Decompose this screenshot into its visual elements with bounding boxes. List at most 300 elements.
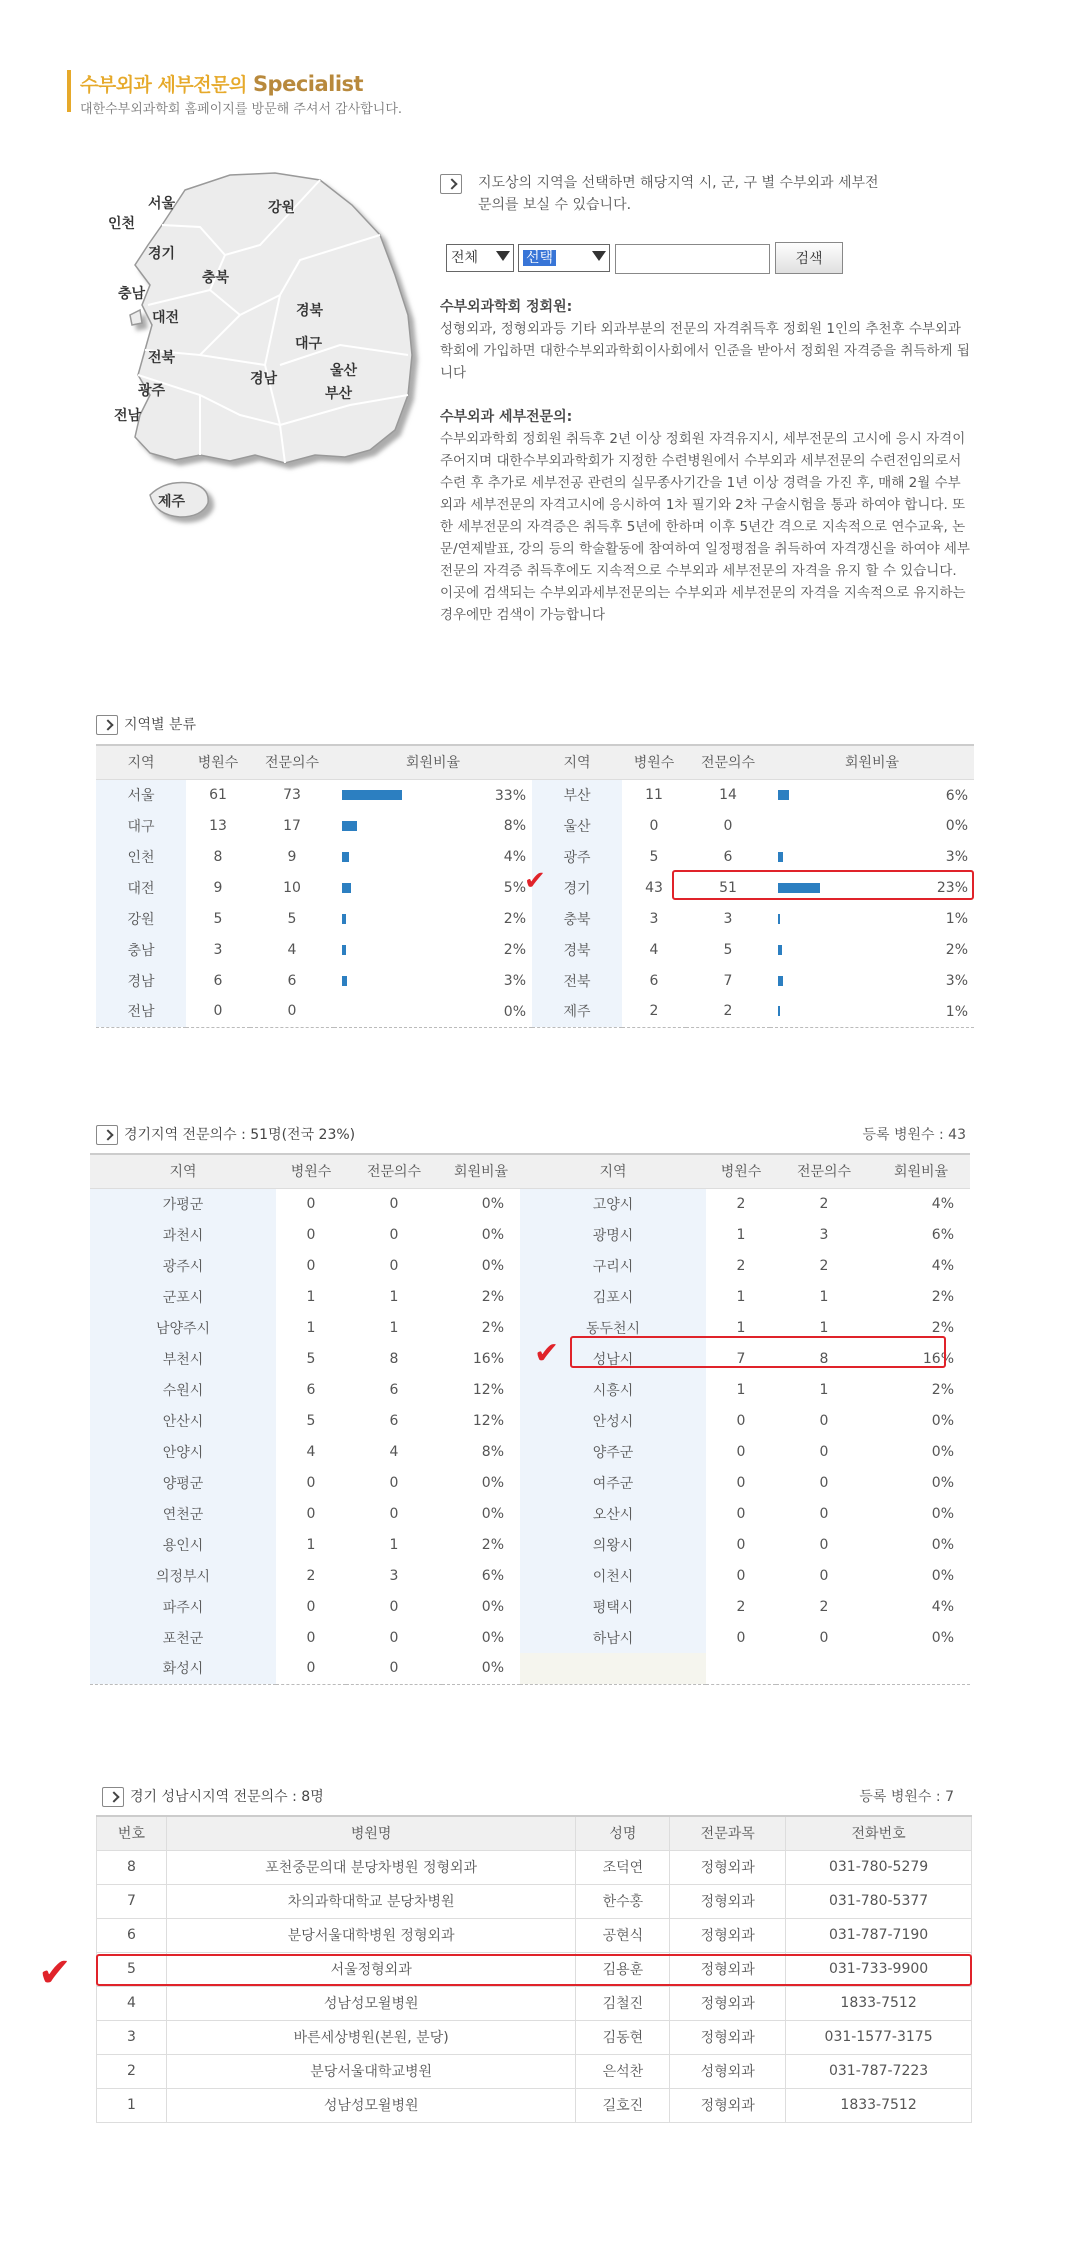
hospital-count: 5 [649,848,659,865]
doctor-name: 은석찬 [576,2054,670,2088]
ratio-bar [342,852,349,862]
section-gyeonggi: 경기지역 전문의수 : 51명(전국 23%) [96,1124,355,1145]
specialist-count: 0 [389,1505,399,1522]
region-name: 광명시 [520,1219,706,1250]
ratio-value: 2% [503,911,526,927]
region-name: 대전 [96,872,186,903]
ratio-bar [778,1006,780,1016]
ratio-bar [342,945,346,955]
column-header: 회원비율 [872,1154,970,1188]
region-name: 구리시 [520,1250,706,1281]
region-daejeon[interactable]: 대전 [152,310,180,326]
hospital-count: 2 [306,1567,316,1584]
hospital-count: 6 [306,1381,316,1398]
specialist-count: 5 [723,941,733,958]
ratio-value: 0% [503,1004,526,1020]
phone-number: 031-780-5377 [786,1884,972,1918]
specialist-count: 2 [723,1003,733,1020]
hospital-name: 포천중문의대 분당차병원 정형외과 [166,1850,575,1884]
member-ratio: 4% [931,1257,954,1274]
column-header: 전문의수 [250,745,334,779]
specialist-count: 10 [283,879,301,896]
specialist-count: 8 [819,1350,829,1367]
specialist-count: 4 [389,1443,399,1460]
region-name: 안산시 [90,1405,276,1436]
region-name: 제주 [532,996,622,1027]
region-daegu[interactable]: 대구 [295,336,323,352]
region-name: 군포시 [90,1281,276,1312]
member-ratio [770,934,974,965]
table-row [90,1250,970,1281]
ratio-value: 3% [945,849,968,865]
region-name: 남양주시 [90,1312,276,1343]
member-ratio: 12% [472,1412,504,1429]
region-gwangju[interactable]: 광주 [138,383,166,399]
hospital-count: 6 [213,972,223,989]
column-header: 성명 [576,1816,670,1850]
member-ratio [770,779,974,810]
region-name: 시흥시 [520,1374,706,1405]
table-row [97,2020,972,2054]
specialist-count: 9 [287,848,297,865]
member-ratio: 0% [481,1505,504,1522]
hospital-count: 13 [209,817,227,834]
hospital-name: 분당서울대학병원 정형외과 [166,1918,575,1952]
hospital-count: 0 [649,817,659,834]
specialty: 성형외과 [670,2054,786,2088]
ratio-bar [342,883,351,893]
region-name: 평택시 [520,1591,706,1622]
member-ratio: 0% [931,1629,954,1646]
hospital-count: 0 [306,1257,316,1274]
member-body: 성형외과, 정형외과등 기타 외과부분의 전문의 자격취득후 정회원 1인의 추천후 수부외과학회에 가입하면 대한수부외과학회이사회에서 인준을 받아서 정회원 자격증을 취득하게 됩니다 [440,321,970,381]
table-row [90,1529,970,1560]
member-ratio: 0% [481,1598,504,1615]
specialist-count: 0 [389,1598,399,1615]
table-row [90,1405,970,1436]
hospital-count: 9 [213,879,223,896]
section-regional: 지역별 분류 [96,714,196,735]
specialist-count: 73 [283,786,301,803]
specialist-count: 1 [389,1536,399,1553]
region-name: 용인시 [90,1529,276,1560]
hospital-count: 8 [213,848,223,865]
hospital-count: 2 [649,1003,659,1020]
member-ratio: 0% [931,1536,954,1553]
member-ratio [334,841,532,872]
column-header: 회원비율 [334,745,532,779]
specialist-count: 0 [819,1567,829,1584]
specialist-count: 0 [819,1474,829,1491]
hospital-count: 0 [736,1629,746,1646]
check-icon: ✔ [38,1950,72,1996]
table-row [97,1918,972,1952]
hospital-count: 0 [736,1443,746,1460]
row-number: 6 [97,1918,167,1952]
ratio-bar [778,790,789,800]
region-name: 오산시 [520,1498,706,1529]
ratio-bar [342,976,347,986]
member-ratio: 0% [481,1474,504,1491]
ratio-bar [342,914,346,924]
member-ratio [872,1653,970,1684]
hospital-count: 5 [213,910,223,927]
region-name: 울산 [532,810,622,841]
table-row [97,1850,972,1884]
hospital-count: 0 [736,1505,746,1522]
ratio-value: 1% [945,1004,968,1020]
member-ratio: 0% [931,1412,954,1429]
hospital-count: 0 [306,1474,316,1491]
region-name: 경남 [96,965,186,996]
region-name: 안양시 [90,1436,276,1467]
region-name: 고양시 [520,1188,706,1219]
column-header: 병원수 [622,745,686,779]
hospital-count: 1 [306,1319,316,1336]
column-header: 회원비율 [442,1154,520,1188]
column-header: 지역 [90,1154,276,1188]
region-name: 부산 [532,779,622,810]
table-row [90,1467,970,1498]
hospital-count: 0 [306,1598,316,1615]
specialist-count: 1 [819,1319,829,1336]
hospital-count: 1 [736,1288,746,1305]
hospital-count: 4 [306,1443,316,1460]
member-title: 수부외과학회 정회원: [440,299,573,315]
ratio-value: 3% [503,973,526,989]
region-name: 광주 [532,841,622,872]
hospital-name: 바른세상병원(본원, 분당) [166,2020,575,2054]
specialist-count: 1 [819,1381,829,1398]
ratio-bar [342,790,402,800]
region-name: 연천군 [90,1498,276,1529]
hospital-count: 1 [306,1288,316,1305]
column-header: 번호 [97,1816,167,1850]
table-row [90,1374,970,1405]
table-row [90,1219,970,1250]
member-ratio [770,965,974,996]
specialty: 정형외과 [670,1850,786,1884]
phone-number: 031-780-5279 [786,1850,972,1884]
member-ratio [770,903,974,934]
region-name: 성남시 [520,1343,706,1374]
region-name: 경북 [532,934,622,965]
hospital-count: 1 [736,1319,746,1336]
region-name: 파주시 [90,1591,276,1622]
column-header: 전문의수 [686,745,770,779]
region-name [520,1653,706,1684]
member-ratio [334,872,532,903]
arrow-icon[interactable] [96,715,118,735]
region-incheon[interactable]: 인천 [108,216,136,232]
region-name: 전남 [96,996,186,1027]
ratio-value: 4% [503,849,526,865]
region-name: 가평군 [90,1188,276,1219]
registered-hospitals-count: 등록 병원수 : 43 [862,1127,966,1143]
specialist-count: 6 [389,1381,399,1398]
region-ulsan[interactable]: 울산 [330,363,358,379]
specialist-count: 0 [819,1536,829,1553]
member-ratio: 2% [931,1288,954,1305]
hospital-count: 7 [736,1350,746,1367]
search-button[interactable]: 검색 [775,242,843,274]
arrow-icon[interactable] [102,1787,124,1807]
table-row [90,1591,970,1622]
ratio-value: 3% [945,973,968,989]
specialist-description [440,406,970,626]
gyeonggi-table [90,1153,970,1685]
region-seoul[interactable]: 서울 [148,196,176,212]
member-ratio: 2% [481,1319,504,1336]
hospital-name: 서울정형외과 [166,1952,575,1986]
select-all[interactable]: 전체 [446,244,514,272]
region-name: 의왕시 [520,1529,706,1560]
member-ratio: 16% [472,1350,504,1367]
hospital-count: 0 [306,1195,316,1212]
row-number: 1 [97,2088,167,2122]
specialty: 정형외과 [670,1884,786,1918]
member-ratio [334,903,532,934]
region-gyeonggi[interactable]: 경기 [148,246,176,262]
hospital-count: 2 [736,1195,746,1212]
ratio-bar [342,821,357,831]
hospital-count: 0 [306,1660,316,1677]
specialist-count: 1 [389,1288,399,1305]
arrow-icon[interactable] [96,1125,118,1145]
page-subtitle: 대한수부외과학회 홈페이지를 방문해 주셔서 감사합니다. [80,102,403,117]
region-name: 동두천시 [520,1312,706,1343]
member-ratio [770,996,974,1027]
ratio-value: 2% [503,942,526,958]
row-number: 4 [97,1986,167,2020]
check-icon: ✔ [534,1336,560,1371]
search-input[interactable] [615,244,770,274]
region-jeonbuk[interactable]: 전북 [148,350,176,366]
korea-map[interactable] [90,165,430,545]
region-name: 여주군 [520,1467,706,1498]
region-name: 충남 [96,934,186,965]
region-name: 부천시 [90,1343,276,1374]
hospital-count: 3 [649,910,659,927]
chevron-down-icon [496,251,510,261]
hospital-count: 5 [306,1412,316,1429]
table-row [90,1188,970,1219]
specialist-count: 2 [819,1195,829,1212]
region-name: 강원 [96,903,186,934]
hospital-count: 4 [649,941,659,958]
specialist-count: 0 [389,1226,399,1243]
specialist-count: 1 [819,1288,829,1305]
specialist-count: 0 [287,1003,297,1020]
specialist-count: 3 [723,910,733,927]
registered-hospitals-count-2: 등록 병원수 : 7 [859,1789,954,1805]
hospital-count: 6 [649,972,659,989]
region-name: 하남시 [520,1622,706,1653]
phone-number: 031-733-9900 [786,1952,972,1986]
member-ratio [770,810,974,841]
hospital-count: 0 [213,1003,223,1020]
specialty: 정형외과 [670,2088,786,2122]
member-ratio: 2% [481,1288,504,1305]
row-number: 3 [97,2020,167,2054]
phone-number: 031-1577-3175 [786,2020,972,2054]
hospital-count: 43 [645,879,663,896]
hospital-count: 0 [736,1567,746,1584]
doctor-name: 한수홍 [576,1884,670,1918]
specialist-count: 0 [389,1195,399,1212]
region-name: 인천 [96,841,186,872]
table-row [96,996,974,1027]
region-gyeongbuk[interactable]: 경북 [296,303,324,319]
member-ratio [770,841,974,872]
table-header [96,745,974,779]
member-ratio: 0% [931,1474,954,1491]
region-gangwon[interactable]: 강원 [268,200,296,216]
hospital-count: 3 [213,941,223,958]
column-header: 지역 [96,745,186,779]
member-ratio: 0% [481,1226,504,1243]
hospital-count: 0 [736,1474,746,1491]
member-ratio [334,965,532,996]
specialist-count: 17 [283,817,301,834]
hospital-count: 11 [645,786,663,803]
chevron-down-icon [592,251,606,261]
member-ratio: 4% [931,1195,954,1212]
column-header: 병원수 [706,1154,776,1188]
column-header: 병원명 [166,1816,575,1850]
member-ratio [334,810,532,841]
column-header: 지역 [532,745,622,779]
doctor-name: 길호진 [576,2088,670,2122]
region-name: 이천시 [520,1560,706,1591]
region-busan[interactable]: 부산 [325,386,353,402]
region-jeju[interactable]: 제주 [158,494,186,510]
ratio-value: 33% [494,787,526,804]
hospital-count: 1 [736,1381,746,1398]
specialist-title: 수부외과 세부전문의: [440,409,573,425]
phone-number: 1833-7512 [786,2088,972,2122]
specialist-count: 7 [723,972,733,989]
member-ratio: 16% [922,1350,954,1367]
region-name: 화성시 [90,1653,276,1684]
table-row [96,934,974,965]
ratio-value: 6% [945,787,968,804]
column-header: 회원비율 [770,745,974,779]
column-header: 전문과목 [670,1816,786,1850]
row-number: 5 [97,1952,167,1986]
specialty: 정형외과 [670,2020,786,2054]
check-icon: ✔ [524,866,546,896]
hospital-count: 5 [306,1350,316,1367]
ratio-value: 0% [945,818,968,834]
ratio-value: 5% [503,880,526,896]
ratio-value: 2% [945,942,968,958]
region-chungnam[interactable]: 충남 [118,286,146,302]
specialist-count: 0 [389,1660,399,1677]
table-row [90,1281,970,1312]
row-number: 2 [97,2054,167,2088]
member-ratio: 8% [481,1443,504,1460]
member-ratio: 0% [481,1195,504,1212]
region-chungbuk[interactable]: 충북 [202,270,230,286]
ratio-bar [778,945,782,955]
korea-map-shape [90,165,430,545]
table-row [90,1653,970,1684]
page-title: 수부외과 세부전문의 Specialist [80,72,364,96]
specialist-count: 3 [389,1567,399,1584]
row-number: 7 [97,1884,167,1918]
hospital-count [706,1653,776,1684]
specialty: 정형외과 [670,1952,786,1986]
specialist-count: 5 [287,910,297,927]
ratio-bar [778,976,783,986]
row-number: 8 [97,1850,167,1884]
specialty: 정형외과 [670,1918,786,1952]
member-ratio: 0% [481,1660,504,1677]
column-header: 전화번호 [786,1816,972,1850]
phone-number: 1833-7512 [786,1986,972,2020]
table-row [90,1622,970,1653]
header-accent-bar [67,70,71,112]
specialist-count: 8 [389,1350,399,1367]
region-name: 안성시 [520,1405,706,1436]
ratio-value: 1% [945,911,968,927]
table-row [97,2054,972,2088]
region-name: 충북 [532,903,622,934]
hospital-count: 0 [306,1629,316,1646]
table-row [97,1986,972,2020]
hospital-count: 61 [209,786,227,803]
hospital-name: 분당서울대학교병원 [166,2054,575,2088]
select-region[interactable]: 선택 [518,244,610,272]
table-row [96,903,974,934]
region-jeonnam[interactable]: 전남 [114,408,142,424]
column-header: 전문의수 [346,1154,442,1188]
specialist-body: 수부외과학회 정회원 취득후 2년 이상 정회원 자격유지시, 세부전문의 고시에 응시 자격이 주어지며 대한수부외과학회가 지정한 수련병원에서 수부외과 세부전문의 수련전임의로서 수련 후 추가로 세부전공 관련의 실무종사기간을 1년 이상 경력을 가진 후, 매해 2월 수부외과 세부전문의 자격고시에 응시하여 1차 필기와 2차 구술시험을 통과 하여야 합니다. 또한 세부전문의 자격증은 취득후 5년에 한하며 이후 5년간 격으로 지속적으로 연수교육, 논문/연제발표, 강의 등의 학술활동에 참여하여 일정평점을 취득하여 자격갱신을 하여야 세부전문의 자격증 취득후에도 지속적으로 수부외과 세부전문의 자격을 유지 할 수 있습니다. 이곳에 검색되는 수부외과세부전문의는 수부외과 세부전문의 자격을 지속적으로 유지하는 경우에만 검색이 가능합니다 [440,431,970,623]
member-description [440,296,970,384]
hospital-count: 1 [736,1226,746,1243]
specialist-count: 0 [389,1629,399,1646]
hospital-count: 2 [736,1257,746,1274]
doctor-name: 김용훈 [576,1952,670,1986]
region-name: 김포시 [520,1281,706,1312]
member-ratio [334,779,532,810]
region-gyeongnam[interactable]: 경남 [250,371,278,387]
specialist-count: 6 [287,972,297,989]
table-row [90,1436,970,1467]
region-name: 양평군 [90,1467,276,1498]
member-ratio: 0% [931,1443,954,1460]
member-ratio: 0% [481,1629,504,1646]
member-ratio: 0% [931,1505,954,1522]
map-instruction: 지도상의 지역을 선택하면 해당지역 시, 군, 구 별 수부외과 세부전문의를 보실 수 있습니다. [440,172,888,216]
table-row [90,1498,970,1529]
doctor-name: 조덕연 [576,1850,670,1884]
specialist-count: 4 [287,941,297,958]
region-name: 광주시 [90,1250,276,1281]
column-header: 지역 [520,1154,706,1188]
hospital-count: 0 [306,1505,316,1522]
specialist-count: 3 [819,1226,829,1243]
region-name: 의정부시 [90,1560,276,1591]
region-name: 양주군 [520,1436,706,1467]
specialist-count: 0 [389,1257,399,1274]
hospital-count: 1 [306,1536,316,1553]
hospital-count: 0 [306,1226,316,1243]
doctor-name: 공현식 [576,1918,670,1952]
phone-number: 031-787-7190 [786,1918,972,1952]
column-header: 병원수 [186,745,250,779]
